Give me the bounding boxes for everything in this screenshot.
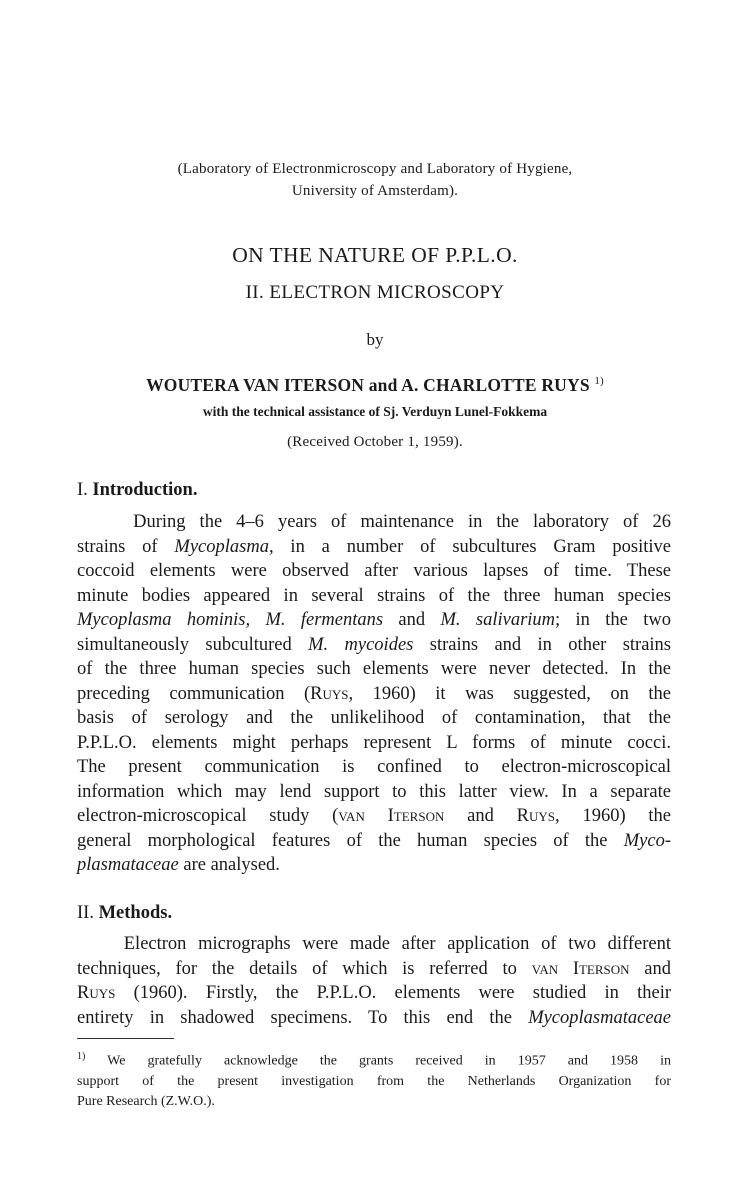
footnote-divider [77, 1038, 174, 1039]
text-line: Electron micrographs were made after application of two different [77, 934, 671, 954]
text-line: techniques, for the details of which is referred to van Iterson and [77, 958, 671, 979]
text-line: simultaneously subcultured M. mycoides strains and in other strains [77, 634, 672, 655]
text-line: Ruys (1960). Firstly, the P.P.L.O. elements were studied in their [77, 983, 671, 1003]
paper-subtitle: II. ELECTRON MICROSCOPY [245, 282, 505, 303]
section-heading-methods [77, 903, 172, 924]
text-line: The present communication is confined to electron-microscopical [77, 757, 671, 777]
technical-assistance: with the technical assistance of Sj. Verduyn Lunel-Fokkema [202, 404, 548, 419]
received-date: (Received October 1, 1959). [287, 434, 463, 450]
text-line: preceding communication (Ruys, 1960) it was suggested, on the [77, 683, 671, 704]
authors-footnote-mark: 1) [594, 375, 604, 388]
affiliation-line-2: University of Amsterdam). [291, 183, 459, 199]
text-line: Mycoplasma hominis, M. fermentans and M. salivarium; in the two [77, 610, 671, 630]
section-title: Methods. [98, 903, 173, 923]
text-line: electron-microscopical study (van Iterson and Ruys, 1960) the [77, 806, 672, 826]
text-line: plasmataceae are analysed. [77, 855, 280, 875]
text-line: general morphological features of the human species of the Myco- [77, 830, 671, 851]
methods-paragraph [77, 932, 671, 1030]
affiliation [0, 158, 750, 202]
text-line: coccoid elements were observed after various lapses of time. These [77, 561, 671, 581]
section-number: II. [77, 903, 94, 923]
by-line: by [366, 330, 384, 349]
footnote-line: Pure Research (Z.W.O.). [77, 1093, 215, 1109]
text-line: basis of serology and the unlikelihood of contamination, that the [77, 708, 671, 728]
text-line: strains of Mycoplasma, in a number of subcultures Gram positive [77, 536, 671, 557]
text-line: information which may lend support to this latter view. In a separate [77, 781, 671, 802]
text-line: During the 4–6 years of maintenance in the laboratory of 26 [77, 512, 671, 532]
section-heading-introduction [77, 480, 197, 501]
text-line: entirety in shadowed specimens. To this end the Mycoplasmataceae [77, 1007, 671, 1028]
authors-names: WOUTERA VAN ITERSON and A. CHARLOTTE RUYS [146, 375, 590, 395]
introduction-paragraph [77, 510, 671, 878]
authors [0, 375, 750, 396]
text-line: minute bodies appeared in several strains of the three human species [77, 585, 671, 606]
section-title: Introduction. [92, 480, 198, 500]
section-number: I. [77, 480, 88, 500]
footnote-mark: 1) [77, 1051, 86, 1062]
footnote [77, 1047, 671, 1112]
text-line: of the three human species such elements were never detected. In the [77, 659, 671, 679]
affiliation-line-1: (Laboratory of Electronmicroscopy and Laboratory of Hygiene, [177, 161, 573, 177]
footnote-line: $^{1)}$ We gratefully acknowledge the grants received in 1957 and 1958 in [77, 1051, 671, 1069]
text-line: P.P.L.O. elements might perhaps represent L forms of minute cocci. [77, 732, 671, 753]
footnote-line: support of the present investigation from the Netherlands Organization for [77, 1073, 671, 1089]
paper-title: ON THE NATURE OF P.P.L.O. [232, 243, 518, 267]
